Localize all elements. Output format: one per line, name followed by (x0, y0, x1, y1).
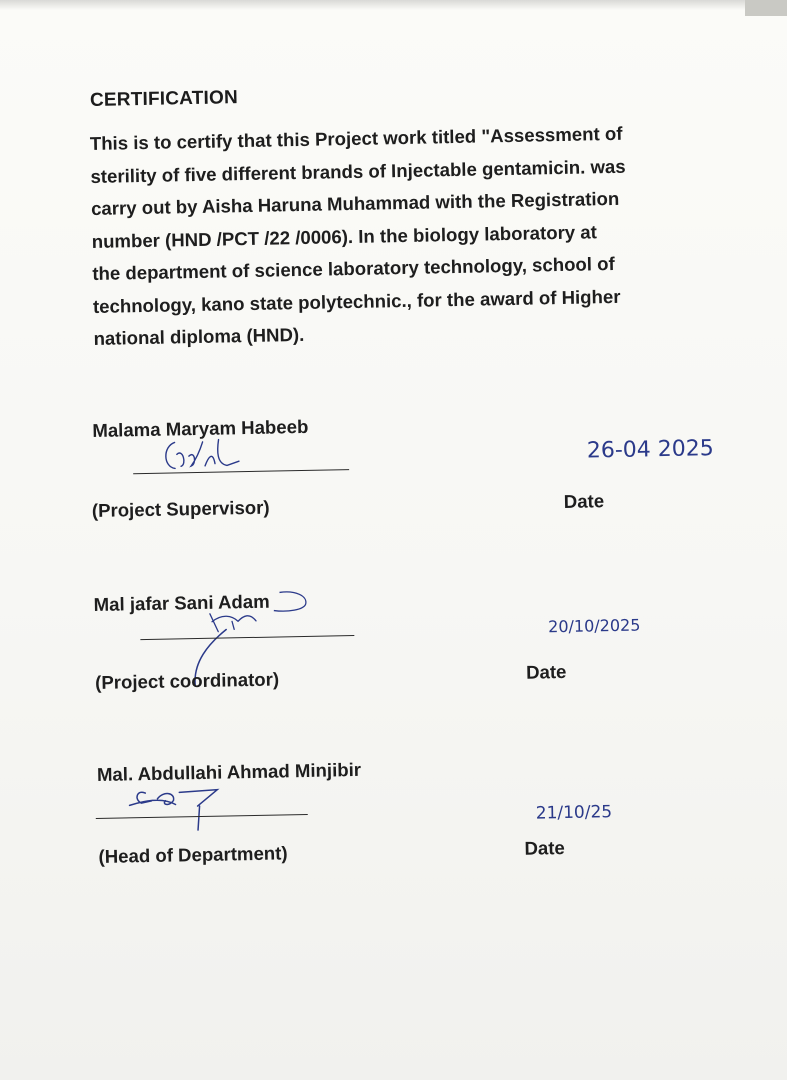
hod-role: (Head of Department) (98, 842, 288, 867)
certification-paragraph (90, 116, 704, 355)
coordinator-role: (Project coordinator) (94, 668, 280, 694)
supervisor-date-handwritten: 26-04 2025 (586, 436, 714, 464)
body-line: national diploma (HND). (93, 323, 305, 349)
hod-date-label: Date (524, 837, 565, 859)
coordinator-date-label: Date (525, 660, 567, 683)
body-line: number (HND /PCT /22 /0006). In the biology laboratory at (91, 220, 598, 252)
body-line: sterility of five different brands of Injectable gentamicin. was (90, 155, 626, 187)
supervisor-date-label: Date (563, 490, 605, 512)
hod-signature (117, 781, 228, 839)
body-line: This is to certify that this Project work titled "Assessment of (89, 122, 623, 155)
document-heading: CERTIFICATION (89, 87, 239, 111)
body-line: technology, kano state polytechnic., for the award of Higher (92, 285, 621, 317)
supervisor-name: Malama Maryam Habeeb (92, 415, 309, 442)
hod-date-handwritten: 21/10/25 (535, 802, 613, 824)
body-line: carry out by Aisha Haruna Muhammad with the Registration (90, 187, 620, 219)
hod-name: Mal. Abdullahi Ahmad Minjibir (96, 758, 362, 785)
body-line: the department of science laboratory technology, school of (92, 252, 615, 284)
supervisor-signature (157, 437, 248, 475)
coordinator-date-handwritten: 20/10/2025 (548, 615, 641, 637)
coordinator-name: Mal jafar Sani Adam (93, 590, 270, 616)
supervisor-role: (Project Supervisor) (91, 496, 270, 522)
